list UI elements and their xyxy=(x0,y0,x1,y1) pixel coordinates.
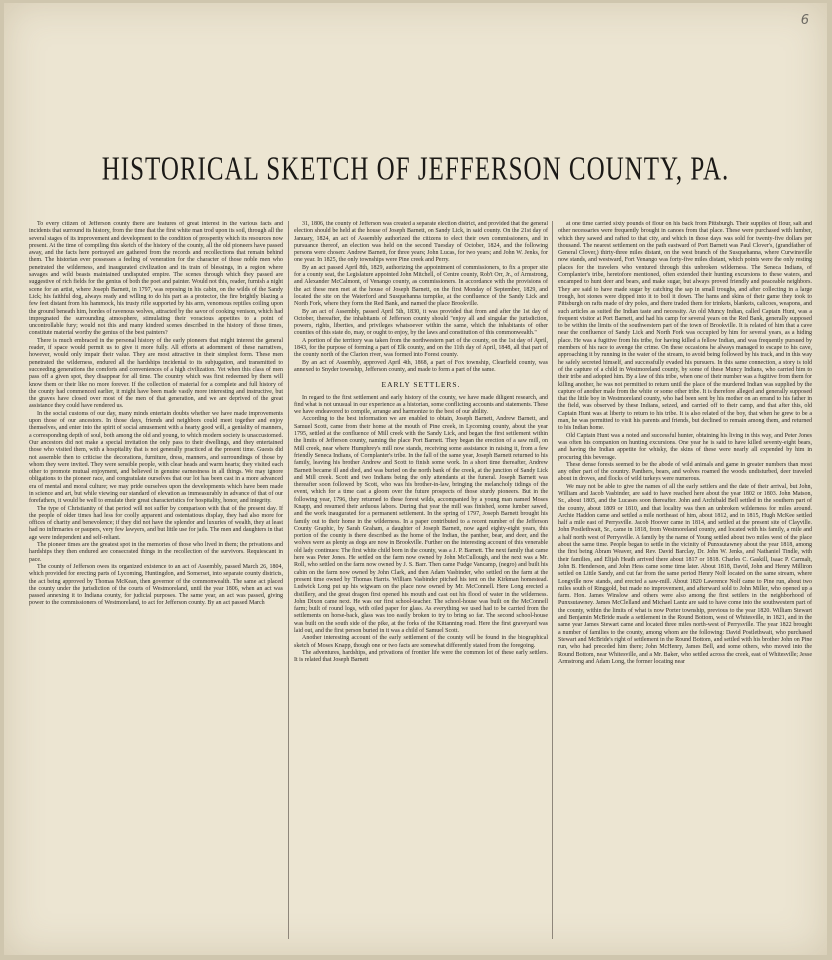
paragraph: A portion of the territory was taken from the northwestern part of the county, on the 1st day of April, 1843, for the purpose of forming a part of Elk county, and on the 11th day of April, 1848, all that part of the county north of the Clarion river, was formed into Forest county. xyxy=(294,337,548,359)
paragraph: The pioneer times are the greatest spot in the memories of those who lived in them; the privations and hardships they then endured are consecrated things in the recollection of the survivors. Requiescant in pace. xyxy=(29,542,283,563)
page-number: 6 xyxy=(800,13,809,28)
paragraph: We may not be able to give the names of all the early settlers and the date of their arrival, but John, William and Jacob Vasbinder, are said to have reached here about the year 1802 or 1803. John Matson, Sr., about 1805, and the Lucases soon thereafter. John and Archibald Bell settled in the southern part of the county, about 1809 or 1810, and that locality was then an unbroken wilderness for miles around. Archie Haddon came and settled a mile northeast of him, about 1812, and in 1815, Hugh McKee settled half a mile east of Perrysville. Jacob Hoover came in 1814, and settled at the present site of Clayville. John Postlethwait, Sr., came in 1818, from Westmoreland county, and located with his family, a mile and a half north west of Perrysville. A family by the name of Young settled about two miles west of the place about the same time. People began to settle in the vicinity of Punxsutawney about the year 1818, among the first being Abram Weaver, and Rev. David Barclay, Dr. John W. Jenks, and Nathaniel Tindle, with their families, and Elijah Heath arrived there about 1817 or 1818. Charles C. Gaskill, Isaac P. Carmalt, John B. Henderson, and John Hess came some time later. About 1818, David, John and Henry Milliron settled on Little Sandy, and cut far from the same period Henry Nolf located on the same stream, where Longville now stands, and erected a saw-mill. About 1820 Lawrence Nolf came to Pine run, about two miles south of Ringgold, but made no improvement, and afterward sold to John Miller, who opened up a farm. Hon. James Winslow and others were also among the first settlers in the neighborhood of Punxsutawney. James McClelland and Michael Lantz are said to have come into the southwestern part of the county, within the limits of what is now Porter township, previous to the year 1820. William Stewart and Benjamin McBride made a settlement in the Round Bottom, west of Whitesville, in 1821, and in the same year James Stewart came and located three miles north-west of Perrysville. The year 1822 brought a number of families to the county, among whom are the following: David Postlethwait, who purchased Stewart and McBride's right of settlement in the Round Bottom, and settled with his brother John on Pine run, who had preceded him there; John McHenry, James Bell, and some others, who moved into the Round Bottom, near Whitesville, and a Mr. Baker, who settled across the creek, east of Whitesville; Jesse Armstrong and Adam Long, the former locating near xyxy=(558,483,812,665)
paragraph: By an act passed April 8th, 1829, authorizing the appointment of commissioners, to fix a proper site for a county seat, the Legislature appointed John Mitchell, of Centre county, Rob't Orr, Jr., of Armstrong, and Alexander McCalmont, of Venango county, as commissioners. In accordance with the provisions of the act these men met at the house of Joseph Barnett, on the first Monday of September, 1829, and located the site on the Waterford and Susquehanna turnpike, at the confluence of the Sandy Lick and North Fork, where they form the Red Bank, and named the place Brookville. xyxy=(294,264,548,308)
paragraph: The type of Christianity of that period will not suffer by comparison with that of the present day. If the people of older times had less for coolly apparent and ostentatious display, they had also more for offices of charity and benevolence; if they did not have the splendor and luxuries of wealth, they at least had no infirmaries or paupers, very few lawyers, and but little use for jails. The men and daughters in that age were independent and self-reliant. xyxy=(29,505,283,541)
column-1 xyxy=(29,221,283,939)
page-sheet xyxy=(4,3,827,955)
text-columns xyxy=(4,221,827,955)
column-divider xyxy=(552,221,553,939)
paragraph: To every citizen of Jefferson county there are features of great interest in the various facts and incidents that surround its history, from the time that the first white man trod upon its soil, through all the several stages of its improvement and development to the condition of prosperity which its resources now present. At the time of compiling this sketch of the history of the county, all the old pioneers have passed away, and the facts here portrayed are gathered from the records and recollections that remain behind them. The historian ever possesses a feeling of veneration for the character of those noble men who penetrated the wilderness, and inaugurated civilization and its train of blessings, in a region where savages and wild beasts maintained undisputed empire. The scenes through which they passed are suggestive of rich fields for the genius of both the poet and painter. Would not this, reader, furnish a night scene for an artist, where Joseph Barnett, in 1797, was reposing in his cabin, on the wilds of the Sandy Lick; his faithful dog, always ready and willing to do his part as a protector, the fire brightly blazing a few feet distant from his hammock, his trusty rifle supported by his arm, venomous reptiles coiling upon the ground beneath him, hordes of ravenous wolves, attracted by the savor of cooking venison, which had impregnated the surrounding atmosphere, stimulating their voracious appetites to a point of uncontrollable fury; would not this and many kindred scenes described in the history of those times, constitute material worthy the genius of the best painters? xyxy=(29,221,283,337)
paragraph: By an act of Assembly, passed April 5th, 1830, it was provided that from and after the 1st day of October, thereafter, the inhabitants of Jefferson county should "enjoy all and singular the jurisdiction, powers, rights, liberties, and privileges whatsoever within the same, which the inhabitants of other counties of this state do, may, or ought to enjoy, by the laws and constitution of this commonwealth." xyxy=(294,308,548,337)
paragraph: These dense forests seemed to be the abode of wild animals and game in greater numbers than most any other part of the country. Panthers, bears, and wolves roamed the woods undisturbed, deer traveled about in droves, and flocks of wild turkeys were numerous. xyxy=(558,461,812,483)
paragraph: The adventures, hardships, and privations of frontier life were the common lot of these early settlers. It is related that Joseph Barnett xyxy=(294,649,548,664)
paragraph: Old Captain Hunt was a noted and successful hunter, obtaining his living in this way, and Peter Jones was often his companion on hunting excursions. One year he is said to have killed seventy-eight bears, and having the Indian appetite for whisky, the skins of these were nearly all expended by him in procuring this beverage. xyxy=(558,432,812,461)
paragraph: By an act of Assembly, approved April 4th, 1868, a part of Fox township, Clearfield county, was annexed to Snyder township, Jefferson county, and made to form a part of the same. xyxy=(294,359,548,373)
section-heading: EARLY SETTLERS. xyxy=(381,380,461,390)
paragraph: In the social customs of our day, many minds entertain doubts whether we have made improvements upon those of our ancestors. In those days, friends and neighbors could meet together and enjoy themselves, and enter into the spirit of social amusement with a hearty good will, a geniality of manners, a corresponding depth of soul, both among the old and young, to which modern society is unaccustomed. Our ancestors did not make a special invitation the only pass to their dwellings, and they entertained those who visited them, with a hospitality that is not generally practiced at the present time. Guests did not assemble then to criticise the decorations, furniture, dress, manners, and surroundings of those by whom they were invited. They were sensible people, with clear heads and warm hearts; they visited each other to promote mutual enjoyment, and believed in genuine earnestness in all things. We may ignore obligations to the pioneer race, and congratulate ourselves that our lot has been cast in a more advanced era of mental and moral culture; we may pride ourselves upon the developments which have been made in science and art, but while viewing our standard of elevation as immeasurably in advance of that of our forefathers, it would be well to emulate their great characteristics for hospitality, honor, and integrity. xyxy=(29,410,283,505)
paragraph: at one time carried sixty pounds of flour on his back from Pittsburgh. Their supplies of flour, salt and other necessaries were frequently brought in canoes from that place. These were purchased with lumber, which they sawed and rafted to that city, and which in those days was sold for twenty-five dollars per thousand. The nearest settlement on the path eastward of Port Barnett was Paul Clover's, (grandfather of General Clover,) thirty-three miles distant, on the west branch of the Susquehanna, where Curwinsville now stands, and westward, Fort Venango was forty-five miles distant, which points were the only resting places for the travelers who ventured through this unbroken wilderness. The Seneca Indians, of Cornplanter's tribe, heretofore mentioned, often extended their hunting excursions to these waters, and encamped to hunt deer and bears, and make sugar, but always proved friendly and peaceable neighbors. They are said to have made sugar by catching the sap in small troughs, and after collecting in a large trough, hot stones were dipped into it to boil it down. The hams and skins of their game they took to Pittsburgh on rafts made of dry poles, and there traded them for trinkets, blankets, calicoes, weapons, and such articles as suited the Indian taste and necessity. An old Muncy Indian, called Captain Hunt, was a frequent visitor at Port Barnett, and had his camp for several years on the Red Bank, generally supposed to be within the limits of the southwestern part of the town of Brookville. It is related of him that a cave near the confluence of Sandy Lick and North Fork was occupied by him for several years, as a hiding place. He was a fugitive from his tribe, for having killed a fellow Indian, and was frequently pursued by members of his race to avenge the crime. On these occasions he always managed to escape to his cave, approaching it by running in the water of the stream, to avoid being followed by his track, and in this way he safely secreted himself, and successfully evaded his pursuers. In this same connection, a story is told of the capture of a child in Westmoreland county, by some of these Muncy Indians, who carried him to their tribe and adopted him. By a law of this tribe, when one of their number was a fugitive from them for killing another, he was not permitted to return until the place of the murdered Indian was supplied by the capture of another male from the white or some other tribe. It is therefore alleged and generally supposed that the little boy in Westmoreland county, who had been sent by his mother on an errand to his father in the field, was observed by these Indians, seized, and carried off to their camp, and that after this, old Captain Hunt was at liberty to return to his tribe. It is also related of the boy, that when he grew to be a man, he was permitted to visit his parents and friends, but declined to remain among them, and returned to his Indian home. xyxy=(558,221,812,432)
column-divider xyxy=(288,221,289,939)
paragraph: According to the best information we are enabled to obtain, Joseph Barnett, Andrew Barnett, and Samuel Scott, came from their home at the mouth of Pine creek, in Lycoming county, about the year 1795, settled at the confluence of Mill creek with the Sandy Lick, and began the first settlement within the limits of Jefferson county, naming the place Port Barnett. They began the erection of a saw mill, on Mill creek, near where Humphrey's mill now stands, receiving some assistance in raising it, from a few friendly Seneca Indians, of Cornplanter's tribe. In the fall of the same year, Joseph Barnett returned to his family, leaving his brother Andrew and Scott to finish some work. In a short time thereafter, Andrew Barnett became ill and died, and was buried on the north bank of the creek, at the junction of Sandy Lick and Mill creek. Scott and two Indians being the only attendants at the funeral. Joseph Barnett was thereafter soon followed by Scott, who was his brother-in-law, bringing the melancholy tidings of the event, which for a time cast a gloom over the future prospects of those sturdy pioneers. But in the following year, 1796, they returned to these forest wilds, accompanied by a young man named Moses Knapp, and resumed their arduous labors. During that year the mill was finished, some lumber sawed, and the work inaugurated for a permanent settlement. In the spring of 1797, Joseph Barnett brought his family out to their home in the wilderness. In a paper contributed to a recent number of the Jefferson County Graphic, by Sarah Graham, a daughter of Joseph Barnett, now aged eighty-eight years, this portion of the county is there described as the home of the Indian, the panther, bear, and deer, and the wolves were as plenty as dogs are now in Brookville. Further on the interesting account of this venerable old lady continues: The first white child born in the county, was a J. P. Barnett. The next family that came here was Peter Jones. He settled on the farm now owned by John McCullough, and the next was a Mr. Roll, who settled on the farm now owned by J. S. Barr. Then came Fudge Vancamp, (negro) and built his cabin on the farm now owned by John Clark, and then Adam Vasbinder, who settled on the farm at the present time owned by Thomas Harris. William Vasbinder pitched his tent on the Kirkman homestead. Ludwick Long put up his wigwam on the place now owned by Mr. McConnell. Here Long erected a distillery, and the great dragon first opened his mouth and cast out his flood of water in the wilderness. John Dixon came next. He was our first school-teacher. The school-house was built on the McConnell farm; built of round logs, with oiled paper for glass. As everything we used had to be carried from the settlements on horse-back, glass was too easily broken to try to bring so far. The second school-house was built on the south side of the pike, at the forks of the Kittanning road. Here the first graveyard was laid out, and the first person buried in it was a child of Samuel Scott. xyxy=(294,416,548,635)
column-2 xyxy=(294,221,548,939)
paragraph: In regard to the first settlement and early history of the county, we have made diligent research, and find what is not unusual in our experience as a historian, some conflicting accounts and statements. These we have endeavored to compile, arrange and harmonize to the best of our ability. xyxy=(294,394,548,416)
paragraph: 31, 1806, the county of Jefferson was created a separate election district, and provided that the general election should be held at the house of Joseph Barnett, on Sandy Lick, in said county. On the 21st day of January, 1824, an act of Assembly authorized the citizens to elect their own commissioners, and in pursuance thereof, an election was held on the second Tuesday of October, 1824, and the following persons were chosen: Andrew Barnett, for three years; John Lucas, for two years; and John W. Jenks, for one year. In 1825, the only townships were Pine creek and Perry. xyxy=(294,221,548,264)
column-3 xyxy=(558,221,812,939)
page-title: HISTORICAL SKETCH OF JEFFERSON COUNTY, PA. xyxy=(101,151,730,188)
paragraph: There is much embraced in the personal history of the early pioneers that might interest the general reader, if space would permit us to give it more fully. All efforts at adornment of these narratives, however, would only impair their value. They are most attractive in their simplest form. These men penetrated the wilderness, endured all the hardships incidental to its subjugation, and transmitted to succeeding generations the comforts and conveniences of a high civilization. Yet when this class of men pass off a given spot, they disappear for all time. The country which was first redeemed by them will know them or their like no more forever. If the collection of material for a complete and full history of the county had commenced earlier, it might have been made vastly more interesting and instructive, but the graves have closed over most of the men of that generation, and we are deprived of the great assistance they could have rendered us. xyxy=(29,337,283,410)
paragraph: Another interesting account of the early settlement of the county will be found in the biographical sketch of Moses Knapp, though one or two facts are somewhat differently stated from the foregoing. xyxy=(294,635,548,649)
paragraph: The county of Jefferson owes its organized existence to an act of Assembly, passed March 26, 1804, which provided for erecting parts of Lycoming, Huntingdon, and Somerset, into separate county districts, the act being approved by Thomas McKean, then governor of the commonwealth. The same act placed the county under the jurisdiction of the courts of Westmoreland, until the year 1806, when an act was passed annexing it to Indiana county, for judicial purposes. The same year, an act was passed, giving power to the commissioners of Westmoreland, to act for Jefferson county. By an act passed March xyxy=(29,563,283,607)
